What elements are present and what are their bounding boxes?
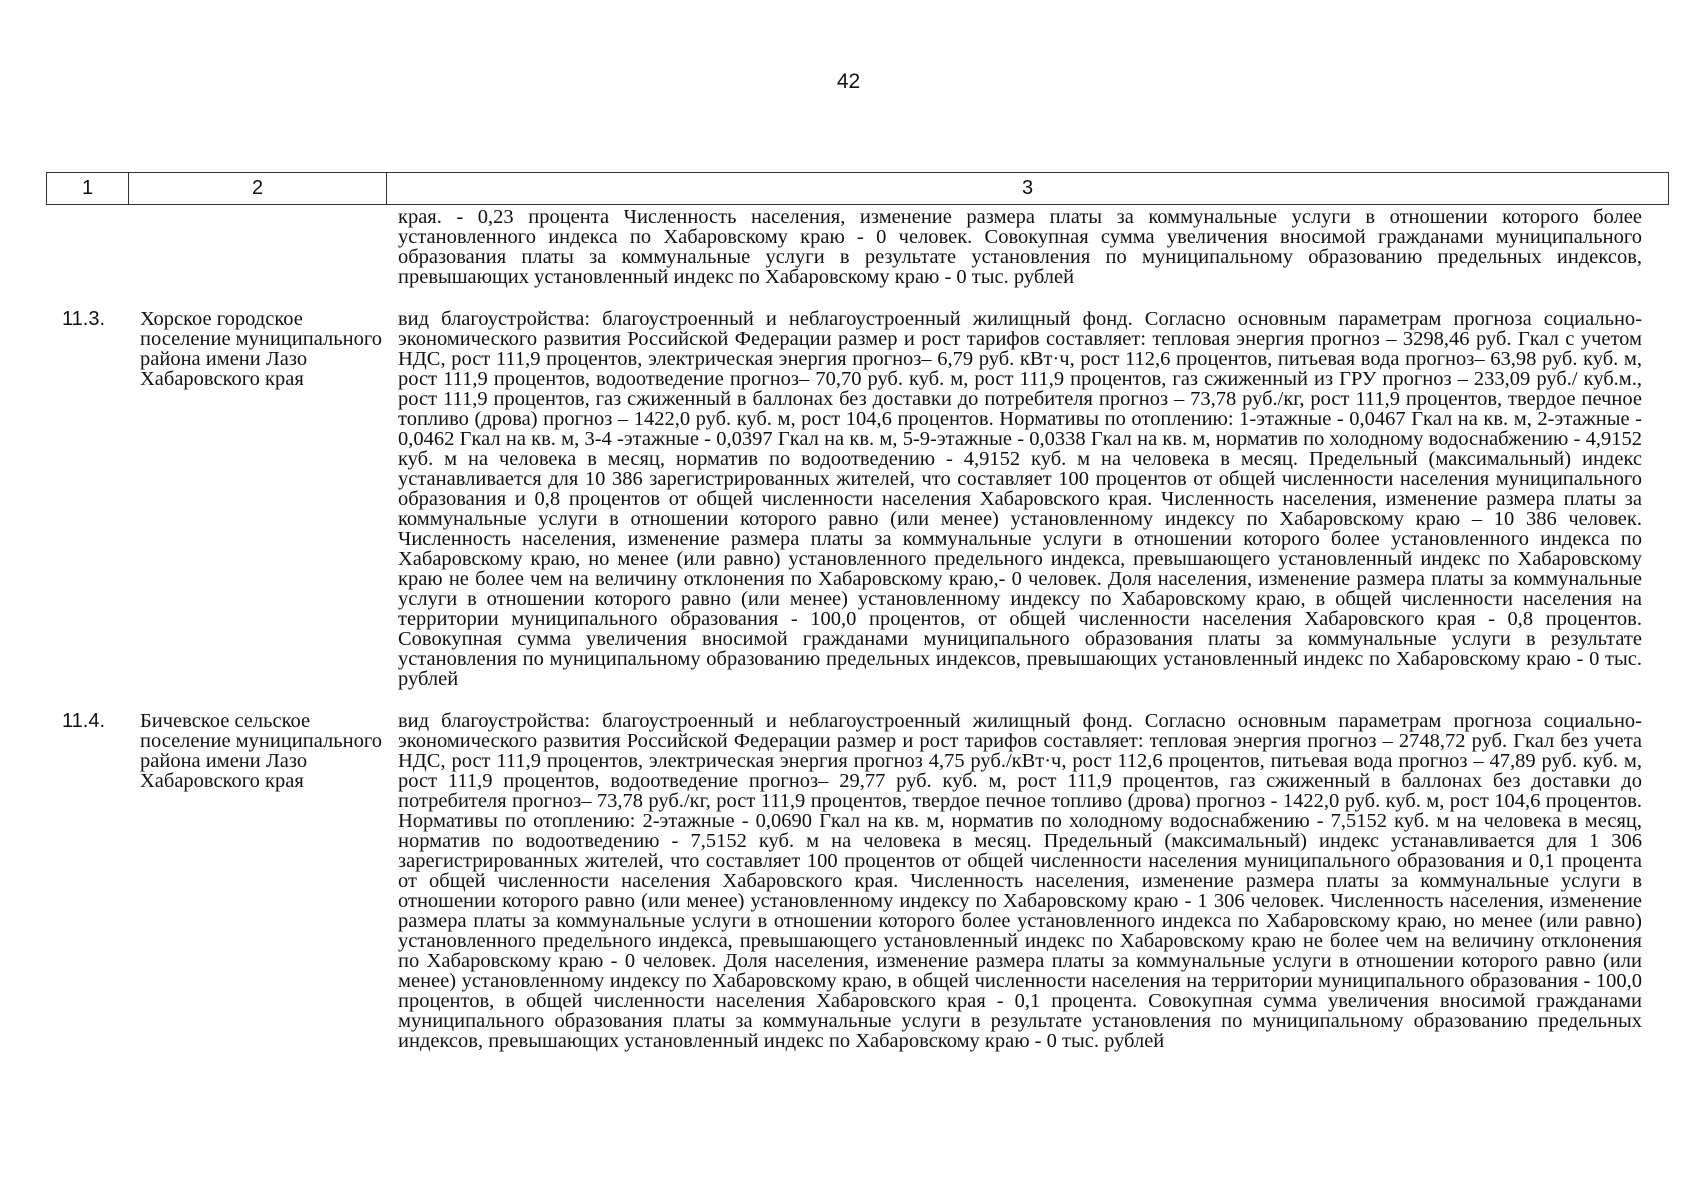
column-header-1: 1 (47, 173, 129, 205)
municipality-name: Бичевское сельское поселение муниципального района имени Лазо Хабаровского края (140, 710, 382, 792)
table-row-continuation (46, 207, 1668, 287)
row-number: 11.3. (62, 308, 105, 330)
row-number: 11.4. (62, 710, 105, 732)
row-description: вид благоустройства: благоустроенный и неблагоустроенный жилищный фонд. Согласно основным параметрам прогноза социально-экономического развития Российской Федерации размер и рост тарифов составляет: тепловая энергия прогноз – 2748,72 руб. Гкал без учета НДС, рост 111,9 процентов, электрическая энергия прогноз 4,75 руб./кВт·ч, рост 112,6 процентов, питьевая вода прогноз – 47,89 руб. куб. м, рост 111,9 процентов, водоотведение прогноз– 29,77 руб. куб. м, рост 111,9 процентов, газ сжиженный в баллонах без доставки до потребителя прогноз– 73,78 руб./кг, рост 111,9 процентов, твердое печное топливо (дрова) прогноз - 1422,0 руб. куб. м, рост 104,6 процентов. Нормативы по отоплению: 2-этажные - 0,0690 Гкал на кв. м, норматив по холодному водоснабжению - 7,5152 куб. м на человека в месяц, норматив по водоотведению - 7,5152 куб. м на человека в месяц. Предельный (максимальный) индекс устанавливается для 1 306 зарегистрированных жителей, что составляет 100 процентов от общей численности населения муниципального образования и 0,1 процента от общей численности населения Хабаровского края. Численность населения, изменение размера платы за коммунальные услуги в отношении которого равно (или менее) установленному индексу по Хабаровскому краю - 1 306 человек. Численность населения, изменение размера платы за коммунальные услуги в отношении которого более установленного индекса по Хабаровскому краю, но менее (или равно) установленного предельного индекса, превышающего установленный индекс по Хабаровскому краю не более чем на величину отклонения по Хабаровскому краю - 0 человек. Доля населения, изменение размера платы за коммунальные услуги в отношении которого равно (или менее) установленному индексу по Хабаровскому краю, в общей численности населения на территории муниципального образования - 100,0 процентов, в общей численности населения Хабаровского края - 0,1 процента. Совокупная сумма увеличения вносимой гражданами муниципального образования платы за коммунальные услуги в результате установления по муниципальному образованию предельных индексов, превышающих установленный индекс по Хабаровскому краю - 0 тыс. рублей (398, 710, 1642, 1052)
row-description: вид благоустройства: благоустроенный и неблагоустроенный жилищный фонд. Согласно основным параметрам прогноза социально-экономического развития Российской Федерации размер и рост тарифов составляет: тепловая энергия прогноз – 3298,46 руб. Гкал с учетом НДС, рост 111,9 процентов, электрическая энергия прогноз– 6,79 руб. кВт·ч, рост 112,6 процентов, питьевая вода прогноз– 63,98 руб. куб. м, рост 111,9 процентов, водоотведение прогноз– 70,70 руб. куб. м, рост 111,9 процентов, газ сжиженный из ГРУ прогноз – 233,09 руб./ куб.м., рост 111,9 процентов, газ сжиженный в баллонах без доставки до потребителя прогноз – 73,78 руб./кг, рост 111,9 процентов, твердое печное топливо (дрова) прогноз – 1422,0 руб. куб. м, рост 104,6 процентов. Нормативы по отоплению: 1-этажные - 0,0467 Гкал на кв. м, 2-этажные - 0,0462 Гкал на кв. м, 3-4 -этажные - 0,0397 Гкал на кв. м, 5-9-этажные - 0,0338 Гкал на кв. м, норматив по холодному водоснабжению - 4,9152 куб. м на человека в месяц, норматив по водоотведению - 4,9152 куб. м на человека в месяц. Предельный (максимальный) индекс устанавливается для 10 386 зарегистрированных жителей, что составляет 100 процентов от общей численности населения муниципального образования и 0,8 процентов от общей численности населения Хабаровского края. Численность населения, изменение размера платы за коммунальные услуги в отношении которого равно (или менее) установленному индексу по Хабаровскому краю – 10 386 человек. Численность населения, изменение размера платы за коммунальные услуги в отношении которого более установленного индекса по Хабаровскому краю, но менее (или равно) установленного предельного индекса, превышающего установленный индекс по Хабаровскому краю не более чем на величину отклонения по Хабаровскому краю,- 0 человек. Доля населения, изменение размера платы за коммунальные услуги в отношении которого равно (или менее) установленному индексу по Хабаровскому краю, в общей численности населения на территории муниципального образования - 100,0 процентов, от общей численности населения Хабаровского края - 0,8 процентов. Совокупная сумма увеличения вносимой гражданами муниципального образования платы за коммунальные услуги в результате установления по муниципальному образованию предельных индексов, превышающих установленный индекс по Хабаровскому краю - 0 тыс. рублей (398, 308, 1642, 690)
table-row-11-3 (46, 309, 1668, 689)
row-number (46, 207, 128, 287)
table-row-11-4 (46, 711, 1668, 1051)
municipality-name (128, 207, 386, 287)
row-description: края. - 0,23 процента Численность населения, изменение размера платы за коммунальные услуги в отношении которого более установленного индекса по Хабаровскому краю - 0 человек. Совокупная сумма увеличения вносимой гражданами муниципального образования платы за коммунальные услуги в результате установления по муниципальному образованию предельных индексов, превышающих установленный индекс по Хабаровскому краю - 0 тыс. рублей (398, 206, 1642, 288)
column-header-2: 2 (129, 173, 387, 205)
column-header-table (46, 172, 1669, 205)
table-body (46, 207, 1668, 1051)
page-number: 42 (836, 70, 861, 93)
column-header-row (47, 173, 1669, 205)
column-header-3: 3 (387, 173, 1669, 205)
municipality-name: Хорское городское поселение муниципального района имени Лазо Хабаровского края (140, 308, 382, 390)
